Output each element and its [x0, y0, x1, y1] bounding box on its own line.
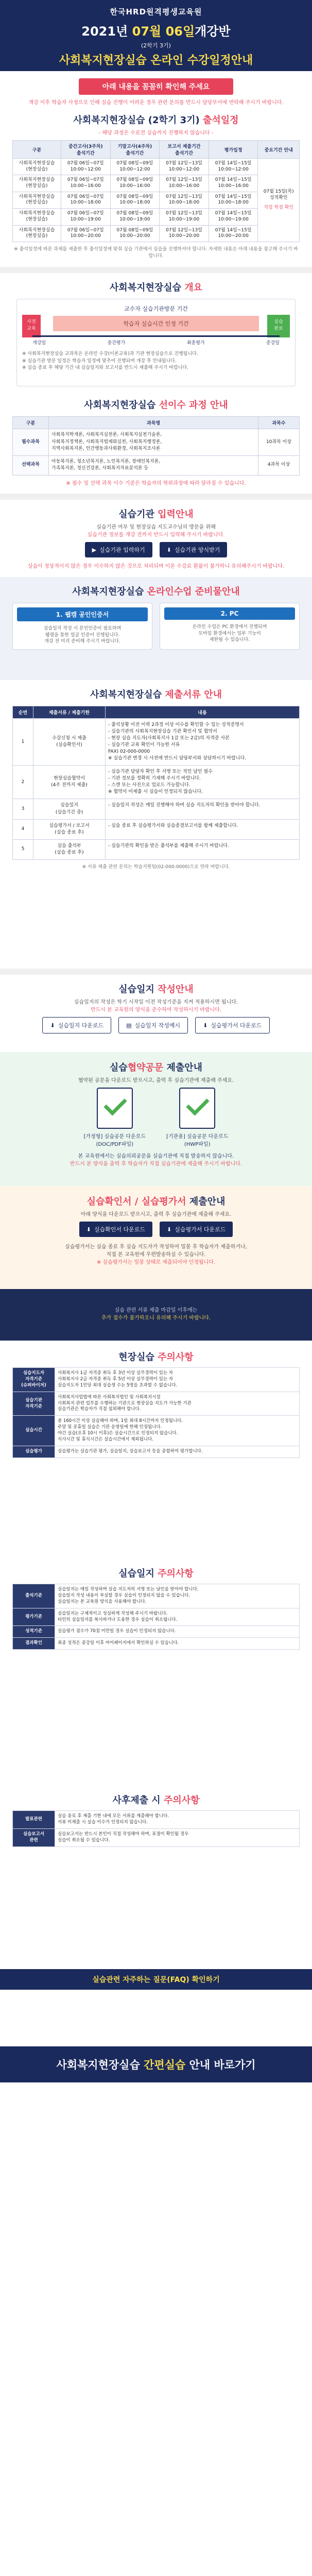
col-header: 구분 [13, 141, 61, 159]
caution-value: 총 160시간 이상 실습해야 하며, 1일 최대 8시간까지 인정됩니다. 주말 및 공휴일 실습은 기관 운영일에 한해 인정됩니다. 야간 실습(오후 10시 이후)은 실습시간으로 인정되지 않습니다. 식사시간 및 휴식시간은 실습시간에서 제외됩니다. [55, 1416, 300, 1446]
doc-name: 수강신청 시 제출 (실습확인서) [33, 719, 106, 766]
docs-note: ※ 서류 제출 관련 문의는 학습지원팀(02-000-0000)으로 연락 바랍니다. [82, 864, 230, 870]
caution-journal-title: 실습일지 주의사항 [118, 1568, 194, 1579]
caution-key: 출석기준 [13, 1584, 55, 1608]
doc-no: 1 [13, 719, 33, 766]
term-label: (2학기 3기) [141, 42, 171, 49]
table-row [13, 719, 300, 766]
report-tail: 실습평가서는 실습 종료 후 실습 지도자가 작성하여 밀봉 후 학습자가 제출하거나, [65, 1244, 247, 1250]
deadline-line: 추가 접수가 불가하오니 유의해 주시기 바랍니다. [101, 1315, 211, 1321]
col-header: 과목수 [258, 417, 300, 429]
table-cell: 07월 12일~13일 10:00~19:00 [160, 209, 209, 225]
doc-name: 현장실습협약서 (4주 전까지 제출) [33, 766, 106, 799]
download-icon: ⬇ [166, 546, 171, 553]
table-row [13, 839, 300, 859]
doc-no: 4 [13, 819, 33, 839]
caution-key: 결과확인 [13, 1638, 55, 1650]
download-evaluation-button[interactable]: ⬇ 실습평가서 다운로드 [195, 1017, 269, 1033]
download-icon: ⬇ [167, 1226, 172, 1233]
caution-tail-section [0, 1784, 312, 1969]
caution-value: 실습일지는 구체적이고 성실하게 작성해 주시기 바랍니다. 타인의 실습일지를 복사하거나 도용한 경우 실습이 취소됩니다. [55, 1608, 300, 1626]
schedule-note: ※ 출석일정에 따른 과제를 제출한 후 출석일정에 맞춰 실습 기관에서 실습을 진행하셔야 합니다. 자세한 내용은 아래 내용을 참고해 주시기 바랍니다. [14, 246, 298, 259]
caution-value: 실습평가는 실습기관 평가, 실습일지, 실습보고서 등을 종합하여 평가합니다. [55, 1446, 300, 1458]
caution-key: 발표관련 [13, 1811, 55, 1829]
journal-section [0, 975, 312, 1052]
col-header: 순번 [13, 706, 33, 719]
timeline-axis [32, 335, 280, 337]
col-header: 중요기간 안내 [258, 141, 300, 159]
table-cell: 07월 14일~15일 10:00~18:00 [209, 192, 258, 208]
table-cell: 07월 06일~07일 10:00~20:00 [61, 225, 111, 242]
caution-key: 성적기준 [13, 1626, 55, 1638]
doc-desc: - 실습 종료 후 실습평가서와 실습종결보고서를 함께 제출합니다. [106, 819, 300, 839]
col-header: 제출서류 / 제출기한 [33, 706, 106, 719]
table-cell: 사회복지현장실습 (현장실습) [13, 209, 61, 225]
overview-timeline [16, 299, 296, 386]
doc-no: 5 [13, 839, 33, 859]
table-row [13, 1811, 300, 1829]
schedule-table [12, 140, 300, 242]
course-names: 아동복지론, 청소년복지론, 노인복지론, 장애인복지론, 가족복지론, 정신건강론, 사회복지자료분석론 등 [49, 455, 258, 475]
footer-banner[interactable]: 사회복지현장실습 간편실습 안내 바로가기 [0, 2046, 312, 2082]
prep-card-head: 1. 웹캠 공인인증서 [17, 607, 148, 621]
table-row [13, 209, 300, 225]
caution-value: 실습평가 점수가 70점 미만일 경우 실습이 인정되지 않습니다. [55, 1626, 300, 1638]
course-kind: 필수과목 [13, 429, 49, 456]
prep-section [0, 577, 312, 680]
caution-key: 실습보고서 관련 [13, 1828, 55, 1846]
table-row [13, 1584, 300, 1608]
table-row [13, 175, 300, 192]
org-register-section [0, 500, 312, 577]
table-row [13, 1446, 300, 1458]
table-cell: 07월 14일~15일 10:00~16:00 [209, 175, 258, 192]
doc-name: 실습 출석부 (실습 종료 후) [33, 839, 106, 859]
download-confirm-button[interactable]: ⬇ 실습확인서 다운로드 [79, 1222, 152, 1237]
prep-card-pc [160, 603, 300, 650]
report-section [0, 1186, 312, 1289]
table-cell: 사회복지현장실습 (현장실습) [13, 192, 61, 208]
official-line: 협약된 공문을 다운로드 받으시고, 출력 후 실습기관에 제출해 주세요. [78, 1078, 234, 1083]
table-row [13, 766, 300, 799]
table-cell: 07월 12일~13일 10:00~18:00 [160, 192, 209, 208]
table-cell: 07월 06일~07일 10:00~18:00 [61, 192, 111, 208]
divider [0, 969, 312, 975]
caution-value: 실습보고서는 반드시 본인이 직접 작성해야 하며, 표절이 확인될 경우 실습이 취소될 수 있습니다. [55, 1828, 300, 1846]
table-row [13, 429, 300, 456]
table-row [13, 1392, 300, 1416]
download-journal-button[interactable]: ⬇ 실습일지 다운로드 [42, 1017, 111, 1033]
document-check-icon [179, 1088, 215, 1129]
divider [0, 494, 312, 500]
prep-card-text: 온라인 수업은 PC 환경에서 진행되며 모바일 환경에서는 일부 기능이 제한될 수 있습니다. [192, 624, 267, 643]
col-header: 기말고사(4주차) 출석기간 [110, 141, 160, 159]
doc-no: 3 [13, 799, 33, 819]
report-tail: ※ 실습평가서는 밀봉 상태로 제출되어야 인정됩니다. [96, 1260, 216, 1265]
table-row [13, 1638, 300, 1650]
grade-check-label: 직업 학점 확인 [264, 205, 294, 211]
notice-line: 개강 이후 학습자 사정으로 인해 실습 진행이 어려운 경우 관련 문의를 반드시 담당부서에 연락해 주시기 바랍니다. [28, 100, 284, 106]
deadline-line: 실습 관련 서류 제출 마감일 이후에는 [114, 1308, 198, 1313]
faq-button[interactable]: 실습관련 자주하는 질문(FAQ) 확인하기 [0, 1969, 312, 1990]
download-official-home-button[interactable]: [가정형] 실습공문 다운로드 (DOC/PDF파일) [84, 1088, 146, 1147]
doc-name: 실습평가서 / 보고서 (실습 종료 후) [33, 819, 106, 839]
table-cell: 07월 08일~09일 10:00~19:00 [110, 209, 160, 225]
download-icon: ⬇ [86, 1226, 91, 1233]
overview-section [0, 273, 312, 391]
caution-journal-section [0, 1557, 312, 1784]
tick-label: 중간평가 [107, 341, 126, 346]
tick-label: 종강일 [266, 341, 280, 346]
overview-note: ※ 실습기관 방문 일정은 학습자 일정에 맞추어 진행되며 개강 후 안내됩니다. [22, 358, 177, 364]
tick-label: 최종평가 [186, 341, 205, 346]
page-header [0, 0, 312, 71]
table-row [13, 192, 300, 208]
caution-key: 평가기준 [13, 1608, 55, 1626]
table-row [13, 1828, 300, 1846]
table-cell: 07월 14일~15일 10:00~12:00 [209, 159, 258, 175]
doc-desc: - 실습일지 작성은 매일 진행해야 하며 실습 지도자의 확인을 받아야 합니다. [106, 799, 300, 819]
period-label: 교수자 실습기관방문 기간 [124, 306, 188, 312]
notice-bar: 아래 내용을 꼼꼼히 확인해 주세요 [79, 78, 233, 95]
caution-main-table [12, 1367, 300, 1458]
table-cell: 07월 12일~13일 10:00~16:00 [160, 175, 209, 192]
caution-value: 실습 종료 후 제출 기한 내에 모든 서류를 제출해야 합니다. 서류 미제출 시 실습 이수가 인정되지 않습니다. [55, 1811, 300, 1829]
col-header: 보고서 제출기간 출석기간 [160, 141, 209, 159]
divider [0, 267, 312, 273]
table-row [13, 455, 300, 475]
org-name: 한국HRD원격평생교육원 [110, 7, 202, 16]
prep-card-webcam [12, 603, 152, 650]
table-row [13, 1608, 300, 1626]
prereq-title: 사회복지현장실습 선이수 과정 안내 [84, 400, 228, 411]
download-icon: ⬇ [203, 1022, 208, 1029]
col-header: 구분 [13, 417, 49, 429]
org-register-title: 실습기관 입력안내 [118, 509, 194, 520]
table-cell: 07월 08일~09일 10:00~20:00 [110, 225, 160, 242]
caution-value: 사회복지사업법에 따른 사회복지법인 및 사회복지시설 사회복지 관련 업무를 수행하는 기관으로 현장실습 지도가 가능한 기관 실습기관은 학습자가 직접 섭외해야 합니다. [55, 1392, 300, 1416]
download-icon: ⬇ [50, 1022, 55, 1029]
prep-card-head: 2. PC [164, 607, 295, 620]
schedule-section [0, 71, 312, 267]
docs-title: 사회복지현장실습 제출서류 안내 [90, 689, 222, 700]
org-register-line: 실습기관 여부 및 현장실습 지도교수님의 방문을 위해 [96, 524, 216, 530]
official-letter-section [0, 1052, 312, 1186]
prereq-note: ※ 필수 및 선택 과목 이수 기준은 학습자의 학위과정에 따라 달라질 수 있습니다. [66, 480, 246, 486]
caution-value: 최종 성적은 종강일 이후 마이페이지에서 확인하실 수 있습니다. [55, 1638, 300, 1650]
timeline-end-tag: 실습 완료 [267, 315, 290, 337]
document-icon: ▤ [126, 1022, 132, 1029]
table-row [13, 1368, 300, 1392]
download-official-org-button[interactable]: [기관용] 실습공문 다운로드 (HWP파일) [166, 1088, 228, 1147]
caution-key: 실습기관 자격기준 [13, 1392, 55, 1416]
report-title: 실습확인서 / 실습평가서 제출안내 [86, 1196, 226, 1207]
official-tail: 반드시 본 양식을 출력 후 학습자가 직접 실습기관에 제출해 주시기 바랍니다. [70, 1161, 242, 1167]
doc-desc: - 실습기관 담당자 확인 후 서명 또는 직인 날인 필수 - 기관 정보를 정확히 기재해 주시기 바랍니다. - 스캔 또는 사진으로 업로드 가능합니다. ※ 협약서 미제출 시 실습이 인정되지 않습니다. [106, 766, 300, 799]
course-kind: 선택과목 [13, 455, 49, 475]
caution-key: 실습평가 [13, 1446, 55, 1458]
caution-main-section [0, 1341, 312, 1557]
table-row [13, 159, 300, 175]
prep-title: 사회복지현장실습 온라인수업 준비물안내 [72, 586, 240, 597]
journal-line: 반드시 본 교육원의 양식을 준수하여 작성하시기 바랍니다. [90, 1007, 222, 1013]
prereq-section [0, 391, 312, 494]
page-subtitle: 사회복지현장실습 온라인 수강일정안내 [59, 54, 253, 67]
prep-card-text: 실습일지 작성 시 본인인증이 필요하며 웹캠을 통한 얼굴 인증이 진행됩니다. 개강 전 미리 준비해 주시기 바랍니다. [43, 626, 122, 645]
download-org-form-button[interactable]: ⬇ 실습기관 양식받기 [160, 542, 228, 557]
caution-tail-title: 사후제출 시 주의사항 [112, 1795, 200, 1806]
important-period-cell [258, 159, 300, 242]
col-header: 평가일정 [209, 141, 258, 159]
table-cell: 07월 08일~09일 10:00~12:00 [110, 159, 160, 175]
journal-example-button[interactable]: ▤ 실습일지 작성예시 [118, 1017, 188, 1033]
col-header: 내용 [106, 706, 300, 719]
table-row [13, 1626, 300, 1638]
table-cell: 07월 12일~13일 10:00~20:00 [160, 225, 209, 242]
col-header: 중간고사(3주차) 출석기간 [61, 141, 111, 159]
course-count: 4과목 이상 [258, 455, 300, 475]
doc-name: 실습일지 (실습기간 중) [33, 799, 106, 819]
course-count: 10과목 이상 [258, 429, 300, 456]
caution-journal-table [12, 1584, 300, 1650]
caution-key: 실습지도자 자격기준 (슈퍼바이저) [13, 1368, 55, 1392]
journal-line: 실습일지의 작성은 학기 시작일 이전 작성기준을 지켜 적용하시면 됩니다. [74, 999, 238, 1005]
timeline-bar: 학습자 실습시간 인정 기간 [53, 316, 259, 331]
table-cell: 사회복지현장실습 (현장실습) [13, 225, 61, 242]
docs-section [0, 680, 312, 969]
document-check-icon [97, 1088, 133, 1129]
table-cell: 07월 06일~07일 10:00~19:00 [61, 209, 111, 225]
table-cell: 07월 08일~09일 10:00~18:00 [110, 192, 160, 208]
table-cell: 07월 06일~07일 10:00~16:00 [61, 175, 111, 192]
table-row [13, 225, 300, 242]
docs-table [12, 706, 300, 860]
table-cell: 07월 06일~07일 10:00~12:00 [61, 159, 111, 175]
schedule-subtitle: - 해당 과정은 수료전 실습까지 진행하지 않습니다 - [98, 130, 214, 136]
caution-tail-table [12, 1810, 300, 1847]
overview-note: ※ 사회복지현장실습 교과목은 온라인 수강(이론교육)과 기관 현장실습으로 진행됩니다. [22, 351, 198, 357]
tick-label: 개강일 [32, 341, 46, 346]
official-tail: 본 교육원에서는 실습의뢰공문을 실습기관에 직접 발송하지 않습니다. [78, 1154, 234, 1159]
grade-check-date: 07월 15일(목) 성적확인 [263, 189, 294, 200]
arrow-right-icon: ▶ [92, 546, 97, 553]
overview-note: ※ 실습 종료 후 해당 기간 내 실습일지와 보고서를 반드시 제출해 주시기 바랍니다. [22, 365, 188, 370]
report-line: 아래 양식을 다운로드 받으시고, 출력 후 실습기관에 제출해 주세요. [80, 1212, 232, 1217]
report-tail: 직접 본 교육원에 우편발송하실 수 있습니다. [106, 1252, 206, 1258]
table-cell: 07월 14일~15일 10:00~19:00 [209, 209, 258, 225]
download-report-eval-button[interactable]: ⬇ 실습평가서 다운로드 [160, 1222, 233, 1237]
timeline-start-tag: 사전 교육 [22, 315, 41, 337]
caution-key: 실습시간 [13, 1416, 55, 1446]
deadline-info [0, 1289, 312, 1341]
table-cell: 07월 14일~15일 10:00~20:00 [209, 225, 258, 242]
doc-desc: - 출석상황 이전 이력 2과정 이상 이수를 확인할 수 있는 성적증명서 - 실습기관의 사회복지현장실습 기관 확인서 및 협약서 - 현장 실습 지도자(사회복지사 1급 또는 2급)의 자격증 사본 - 실습기관 교육 확인이 가능한 서류 FAX) 02-000-0000 ※ 실습기관 변경 시 사전에 반드시 담당부서와 상담하시기 바랍니다. [106, 719, 300, 766]
timeline-ticks [32, 339, 280, 346]
org-register-line: 실습기관 정보를 개강 전까지 반드시 입력해 주시기 바랍니다. [87, 532, 225, 538]
col-header: 과목명 [49, 417, 258, 429]
table-row [13, 1416, 300, 1446]
register-org-button[interactable]: ▶ 실습기관 입력하기 [85, 542, 152, 557]
table-row [13, 819, 300, 839]
spacer [0, 1990, 312, 2046]
table-cell: 사회복지현장실습 (현장실습) [13, 175, 61, 192]
official-title: 실습협약공문 제출안내 [109, 1062, 203, 1073]
doc-no: 2 [13, 766, 33, 799]
schedule-title: 사회복지현장실습 (2학기 3기) 출석일정 [73, 115, 239, 126]
table-cell: 07월 08일~09일 10:00~16:00 [110, 175, 160, 192]
org-register-tail: 실습이 정상적이지 않은 경우 이수하지 않은 것으로 처리되며 이론 수강료 환불이 불가하니 유의해주시기 바랍니다. [27, 564, 285, 569]
overview-title: 사회복지현장실습 개요 [109, 282, 203, 293]
table-row [13, 799, 300, 819]
caution-value: 실습일지는 매일 작성하며 실습 지도자의 서명 또는 날인을 받아야 합니다. 실습일지 작성 내용이 부실할 경우 실습이 인정되지 않을 수 있습니다. 실습일지는 본 교육원 양식을 사용해야 합니다. [55, 1584, 300, 1608]
doc-desc: - 실습기관의 확인을 받은 출석부를 제출해 주시기 바랍니다. [106, 839, 300, 859]
table-cell: 사회복지현장실습 (현장실습) [13, 159, 61, 175]
journal-title: 실습일지 작성안내 [118, 984, 194, 995]
caution-main-title: 현장실습 주의사항 [118, 1352, 194, 1363]
overview-notes [22, 351, 290, 372]
caution-value: 사회복지사 1급 자격증 취득 후 3년 이상 실무경력이 있는 자 사회복지사 2급 자격증 취득 후 5년 이상 실무경력이 있는 자 실습지도자 1인당 최대 실습생 수는 5명을 초과할 수 없습니다. [55, 1368, 300, 1392]
prereq-table [12, 416, 300, 476]
table-cell: 07월 12일~13일 10:00~12:00 [160, 159, 209, 175]
page-title: 2021년 07월 06일개강반 [81, 24, 231, 39]
course-names: 사회복지학개론, 사회복지실천론, 사회복지실천기술론, 사회복지정책론, 사회복지법제와실천, 사회복지행정론, 지역사회복지론, 인간행동과사회환경, 사회복지조사론 [49, 429, 258, 456]
